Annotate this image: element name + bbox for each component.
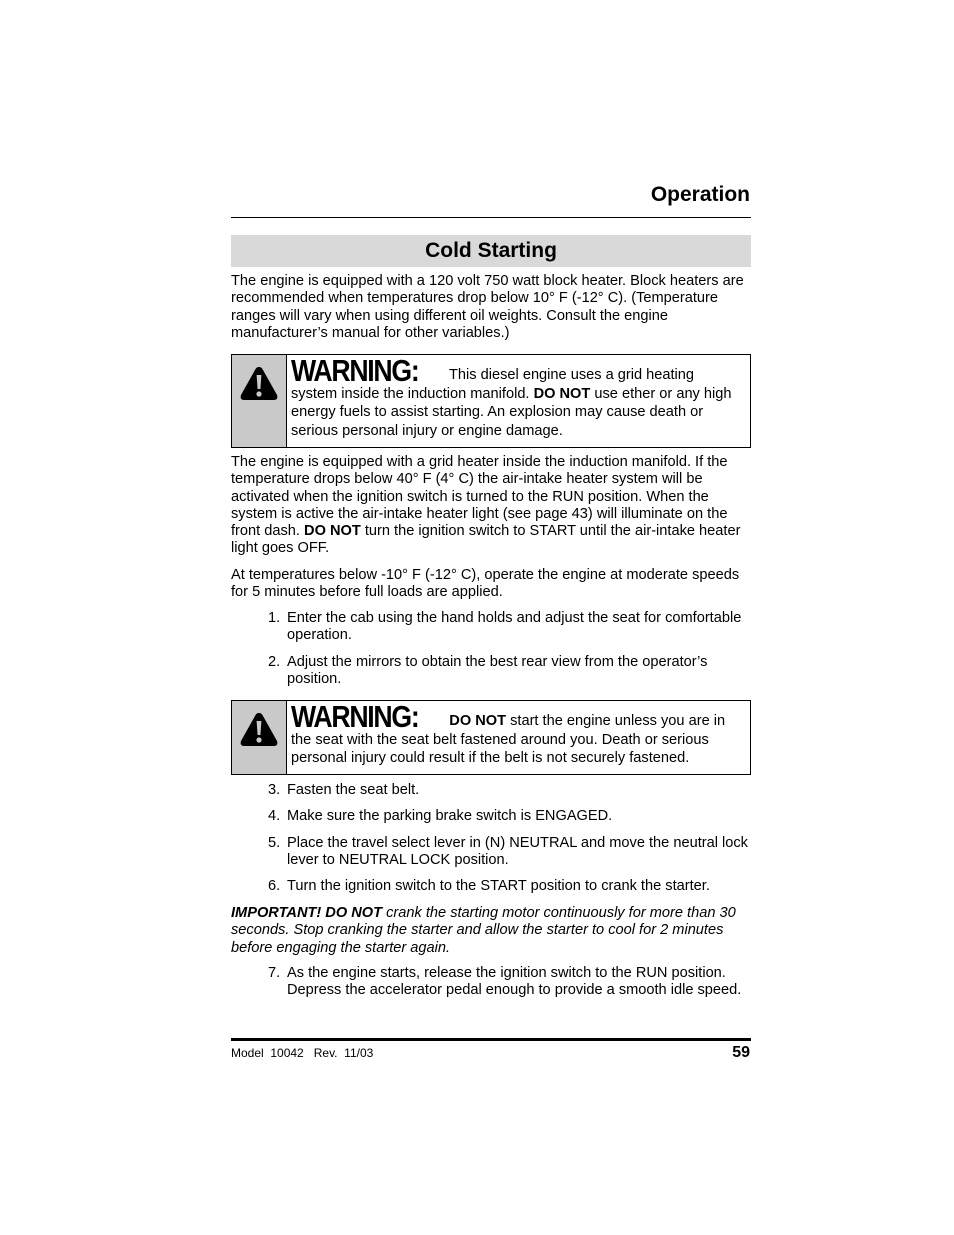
warning-icon-cell: [232, 701, 287, 774]
step-number: 2.: [268, 654, 281, 670]
warning-bold: DO NOT: [449, 713, 507, 729]
warning-text-2: [287, 701, 750, 774]
step-number: 3.: [268, 782, 281, 798]
list-item: [268, 610, 750, 645]
list-item: [268, 808, 750, 825]
important-note: [231, 905, 751, 957]
warning-box-1: [231, 354, 751, 448]
page-number: 59: [732, 1044, 750, 1061]
footer-model: Model 10042 Rev. 11/03: [231, 1046, 374, 1060]
warning-bold: DO NOT: [533, 385, 591, 402]
step-text: Turn the ignition switch to the START position to crank the starter.: [287, 878, 710, 894]
grid-heater-paragraph: [231, 454, 751, 558]
warning-label: WARNING:: [291, 353, 419, 388]
step-text: As the engine starts, release the ignition switch to the RUN position. Depress the accelerator pedal enough to provide a smooth idle speed.: [287, 965, 742, 999]
step-number: 4.: [268, 808, 281, 824]
warning-text: start the engine unless you are in the seat with the seat belt fastened around you. Death or serious personal injury could result if the belt is not securely fastened.: [291, 713, 726, 766]
warning-triangle-icon: [239, 711, 279, 747]
step-text: Enter the cab using the hand holds and adjust the seat for comfortable operation.: [287, 610, 742, 644]
list-item: [268, 965, 750, 1000]
page-heading: Cold Starting: [425, 239, 557, 262]
footer-rule: [231, 1038, 751, 1041]
important-label: IMPORTANT! DO NOT: [231, 905, 383, 921]
warning-label: WARNING:: [291, 699, 419, 734]
list-item: [268, 654, 750, 689]
step-text: Make sure the parking brake switch is ENGAGED.: [287, 808, 613, 824]
step-text: Fasten the seat belt.: [287, 782, 420, 798]
list-item: [268, 782, 750, 799]
warning-text-b: use ether or any high energy fuels to assist starting. An explosion may cause death or serious personal injury or engine damage.: [291, 385, 732, 439]
step-text: Place the travel select lever in (N) NEUTRAL and move the neutral lock lever to NEUTRAL LOCK position.: [287, 835, 748, 869]
step-text: Adjust the mirrors to obtain the best rear view from the operator’s position.: [287, 654, 708, 688]
grid-text-a: The engine is equipped with a grid heater inside the induction manifold. If the temperature drops below 40° F (4° C) the air-intake heater system will be activated when the ignition switch is turned to the RUN position. When the system is active the air-intake heater light (see page 43) will illuminate on the front dash.: [231, 454, 728, 540]
warning-text-a: This diesel engine uses a grid heating system inside the induction manifold.: [291, 367, 695, 402]
temperature-paragraph: At temperatures below -10° F (-12° C), operate the engine at moderate speeds for 5 minutes before full loads are applied.: [231, 567, 740, 601]
step-number: 7.: [268, 965, 281, 981]
list-item: [268, 878, 750, 895]
important-text: crank the starting motor continuously for more than 30 seconds. Stop cranking the starter and allow the starter to cool for 2 minutes before engaging the starter again.: [231, 905, 736, 956]
warning-icon-cell: [232, 355, 287, 447]
warning-text-1: [287, 355, 750, 447]
warning-box-2: [231, 700, 751, 775]
grid-bold: DO NOT: [304, 523, 361, 540]
heading-bar: [231, 235, 751, 267]
header-rule: [231, 217, 751, 218]
step-number: 6.: [268, 878, 281, 894]
section-title: Operation: [650, 183, 750, 206]
step-number: 5.: [268, 835, 281, 851]
warning-triangle-icon: [239, 365, 279, 401]
intro-paragraph: The engine is equipped with a 120 volt 750 watt block heater. Block heaters are recommended when temperatures drop below 10° F (-12° C). (Temperature ranges will vary when using different oil weights. Consult the engine manufacturer’s manual for other variables.): [231, 273, 744, 341]
list-item: [268, 835, 750, 870]
grid-text-b: turn the ignition switch to START until the air-intake heater light goes OFF.: [231, 523, 741, 557]
step-number: 1.: [268, 610, 281, 626]
